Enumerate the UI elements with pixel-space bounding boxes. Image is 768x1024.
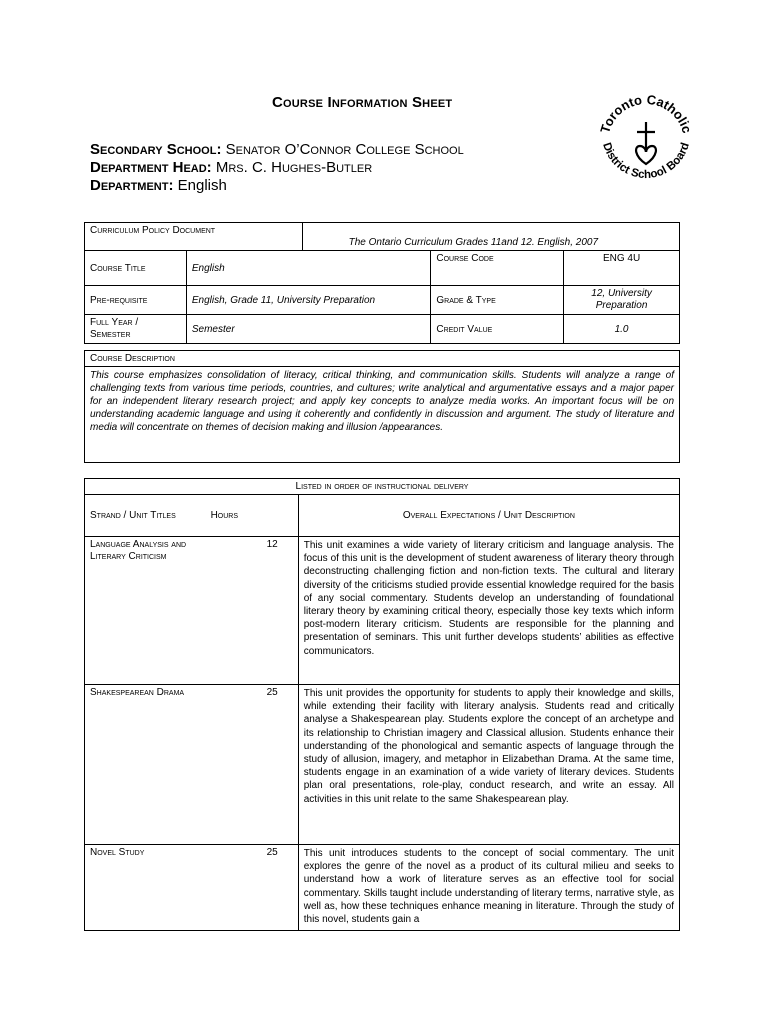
full-year-semester-label	[85, 315, 187, 344]
unit-description: This unit provides the opportunity for students to apply their knowledge and skills, while extending their facility with literary analysis. Students read and critically analyse a Shakespearean play. Students explore the concept of an archetype and its relationship to Christian imagery and Classical allusion. Students enhance their understanding of the phonological and semantic aspects of language through the study of allusion, imagery, and metaphor in Elizabethan Drama. At the same time, students engage in an examination of a wide variety of literary devices. Students plan oral presentations, role-play, conduct research, and write an essay. All activities in this unit relate to the same Shakespearean play.	[298, 685, 679, 845]
semester-label: Semester	[90, 329, 131, 340]
course-description-table	[84, 350, 680, 463]
units-table	[84, 478, 680, 931]
unit-description: This unit examines a wide variety of literary criticism and language analysis. The focus of this unit is the development of student awareness of literary theory through deconstructing challenging fiction and non-fiction texts. The cultural and literary diversity of the criticisms studied provide essential knowledge required for the basis of any social commentary. Students develop an understanding of foundational literary theory by examining critical theory, especially those key texts which inform post-modern literary criticism. Students are responsible for the planning and presentation of seminars. This unit further develops students’ abilities as effective communicators.	[298, 537, 679, 685]
policy-value: The Ontario Curriculum Grades 11and 12. English, 2007	[302, 223, 679, 251]
course-info-table	[84, 222, 680, 344]
grade-type-label: Grade & Type	[431, 286, 564, 315]
tcdsb-logo	[590, 82, 702, 194]
instructional-order-banner: Listed in order of instructional delivery	[85, 479, 680, 495]
hours-header: Hours	[210, 510, 239, 521]
unit-title-line: Novel Study	[90, 847, 145, 858]
units-header-titles-hours	[85, 495, 299, 537]
grade-type-value: 12, University Preparation	[564, 286, 680, 315]
department-head-line	[90, 159, 372, 177]
logo-top-text: Toronto Catholic	[597, 91, 695, 135]
department-line	[90, 177, 227, 195]
cross-heart-icon	[636, 122, 656, 164]
table-row	[85, 845, 680, 931]
table-row	[85, 685, 680, 845]
logo-bottom-text: District School Board	[600, 141, 692, 182]
table-row	[85, 537, 680, 685]
unit-description: This unit introduces students to the concept of social commentary. The unit explores the genre of the novel as a product of its cultural milieu and seeks to understand how a work of literature serves as an effective tool for social commentary. Skills taught include understanding of literary terms, narrative style, as well as, how these techniques enhance meaning in literature. Through the study of this novel, students gain a	[298, 845, 679, 931]
unit-title	[85, 685, 200, 845]
strand-unit-titles-header: Strand / Unit Titles	[90, 510, 176, 521]
department-label: Department:	[90, 177, 174, 194]
unit-title-line: Language Analysis and	[90, 539, 187, 550]
unit-title	[85, 537, 200, 685]
full-year-semester-value: Semester	[186, 315, 431, 344]
course-code-label: Course Code	[431, 251, 564, 286]
department-value: English	[177, 177, 227, 194]
unit-title	[85, 845, 200, 931]
school-value: Senator O’Connor College School	[225, 141, 464, 158]
unit-hours: 25	[199, 685, 298, 845]
unit-hours: 25	[199, 845, 298, 931]
overall-expectations-header: Overall Expectations / Unit Description	[298, 495, 679, 537]
course-code-value: ENG 4U	[564, 251, 680, 286]
department-head-label: Department Head:	[90, 159, 212, 176]
unit-title-line: Shakespearean Drama	[90, 687, 185, 698]
credit-value-label: Credit Value	[431, 315, 564, 344]
course-description-label: Course Description	[85, 351, 680, 367]
course-title-value: English	[186, 251, 431, 286]
department-head-value: Mrs. C. Hughes-Butler	[215, 159, 373, 176]
credit-value: 1.0	[564, 315, 680, 344]
full-year-label: Full Year /	[90, 317, 139, 328]
prerequisite-value: English, Grade 11, University Preparation	[186, 286, 431, 315]
school-label: Secondary School:	[90, 141, 222, 158]
unit-title-line: Literary Criticism	[90, 551, 167, 562]
page-title: Course Information Sheet	[272, 94, 453, 111]
unit-hours: 12	[199, 537, 298, 685]
course-description-text: This course emphasizes consolidation of literacy, critical thinking, and communication skills. Students will analyze a range of challenging texts from various time periods, countries, and cultures; write analytical and argumentative essays and a major paper for an independent literary research project; and apply key concepts to analyze media works. An important focus will be on understanding academic language and using it coherently and confidently in discussion and argument. The study of literature and media will concentrate on themes of decision making and illusion /appearances.	[85, 367, 680, 463]
policy-label: Curriculum Policy Document	[85, 223, 303, 251]
school-line	[90, 141, 464, 159]
prerequisite-label: Pre-requisite	[85, 286, 187, 315]
course-title-label: Course Title	[85, 251, 187, 286]
